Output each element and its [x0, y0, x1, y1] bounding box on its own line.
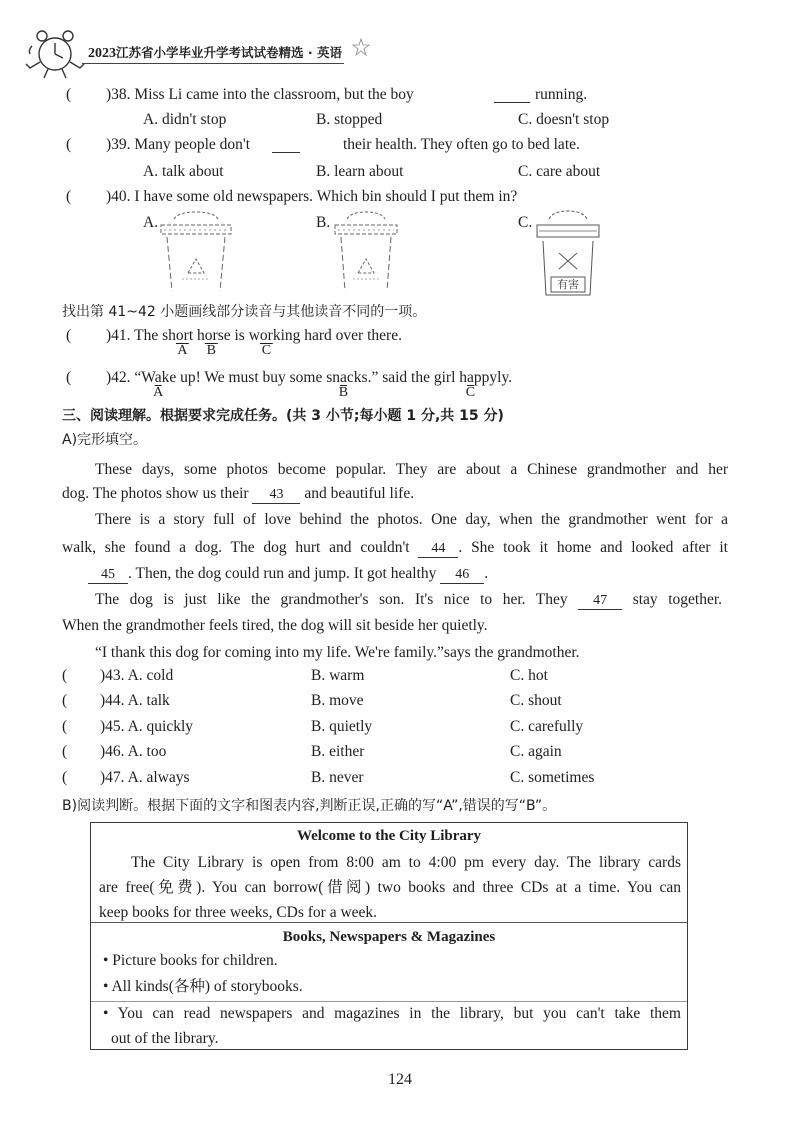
notice-text: The City Library is open from 8:00 am to 4:00 pm every day. The library cards — [131, 854, 681, 871]
q44-option-b: B. move — [311, 692, 364, 709]
q41-underlined-text: or — [175, 327, 189, 344]
passage-line — [62, 484, 414, 504]
q42-mark-b: B — [338, 385, 349, 400]
q43-paren: ( — [62, 667, 68, 684]
passage-line: When the grandmother feels tired, the dog will sit beside her quietly. — [62, 617, 488, 634]
q47-paren: ( — [62, 769, 68, 786]
recycle-bin-b-icon — [333, 207, 399, 295]
q42-underline-b — [338, 369, 349, 400]
passage-text: stay together. — [632, 591, 722, 608]
q41-stem — [106, 326, 402, 358]
logo-icon — [24, 24, 86, 82]
q46-option-b: B. either — [311, 743, 365, 760]
star-icon — [352, 38, 370, 56]
notice-line — [99, 878, 681, 898]
option-text: A. talk — [127, 692, 170, 709]
q42-mark-c: C — [465, 385, 476, 400]
q45-option-c: C. carefully — [510, 718, 584, 735]
q46-option-a — [100, 742, 166, 762]
q47-option-c: C. sometimes — [510, 769, 595, 786]
q39-text-after: their health. They often go to bed late. — [343, 136, 580, 153]
q41-underlined-text: or — [204, 327, 218, 344]
q42-underlined-text: a — [340, 369, 347, 386]
q41-paren: ( — [66, 327, 72, 344]
q40-text: I have some old newspapers. Which bin should I put them in? — [134, 188, 518, 205]
q38-option-a: A. didn't stop — [143, 111, 227, 128]
notice-divider — [91, 922, 687, 923]
passage-text: . Then, the dog could run and jump. It got healthy — [128, 565, 437, 582]
q42-part: ppyly. — [473, 369, 513, 386]
q41-number: )41. — [106, 327, 131, 344]
q38-blank — [494, 85, 530, 103]
q46-option-c: C. again — [510, 743, 562, 760]
q41-mark-c: C — [261, 343, 272, 358]
notice-divider — [91, 1001, 687, 1002]
passage-text: There is a story full of love behind the photos. One day, when the grandmother went for a — [95, 511, 728, 528]
q38-stem — [106, 85, 414, 105]
q41-underline-b — [204, 327, 218, 358]
q41-part: se is w — [217, 327, 260, 344]
q42-underlined-text: a — [467, 369, 474, 386]
passage-line — [95, 510, 728, 530]
q42-part: “W — [134, 369, 155, 386]
q39-option-a: A. talk about — [143, 163, 224, 180]
blank-44: 44 — [418, 540, 458, 558]
passage-text: and beautiful life. — [304, 485, 415, 502]
passage-line — [95, 460, 728, 480]
q39-text: Many people don't — [134, 136, 250, 153]
notice-bullet: • Picture books for children. — [103, 952, 278, 969]
passage-text: walk, she found a dog. The dog hurt and couldn't — [62, 539, 410, 556]
q38-text-after: running. — [535, 86, 588, 103]
q42-stem — [106, 368, 513, 400]
option-text: A. always — [127, 769, 190, 786]
q41-underline-a — [175, 327, 189, 358]
notice-text: are free(免费). You can borrow(借阅) two books and three CDs at a time. You can — [99, 879, 681, 896]
q40-paren: ( — [66, 188, 72, 205]
q39-option-b: B. learn about — [316, 163, 404, 180]
q46-paren: ( — [62, 743, 68, 760]
q39-stem — [106, 135, 250, 155]
q47-option-b: B. never — [311, 769, 364, 786]
q47-option-a — [100, 768, 190, 788]
header-title — [88, 43, 342, 64]
q44-option-a — [100, 691, 170, 711]
q40-stem — [106, 187, 517, 207]
blank-46: 46 — [440, 566, 484, 584]
q45-paren: ( — [62, 718, 68, 735]
passage-line — [88, 564, 488, 584]
header-year: 2023 — [88, 46, 116, 61]
passage-line — [95, 590, 722, 610]
passage-line — [62, 538, 728, 558]
q42-part: cks.” said the girl h — [346, 369, 468, 386]
q43-option-b: B. warm — [311, 667, 365, 684]
option-text: A. too — [127, 743, 167, 760]
header-rule — [82, 63, 344, 64]
option-text: A. quickly — [127, 718, 194, 735]
passage-text: The dog is just like the grandmother's son. It's nice to her. They — [95, 591, 568, 608]
passage-text: . — [484, 565, 489, 582]
q39-blank — [272, 135, 300, 153]
q45-option-a — [100, 717, 193, 737]
q40-option-b: B. — [316, 214, 331, 231]
header-subject: 江苏省小学毕业升学考试试卷精选 · 英语 — [116, 45, 342, 60]
q42-underline-c — [465, 369, 476, 400]
q39-option-c: C. care about — [518, 163, 601, 180]
q42-underline-a — [153, 369, 164, 400]
q42-number: )42. — [106, 369, 131, 386]
library-notice-box — [90, 822, 688, 1050]
q38-paren: ( — [66, 86, 72, 103]
q41-part: king hard over there. — [272, 327, 402, 344]
option-text: A. cold — [127, 667, 174, 684]
passage-line: “I thank this dog for coming into my life. We're family.”says the grandmother. — [95, 644, 580, 661]
part-b-title: B)阅读判断。根据下面的文字和图表内容,判断正误,正确的写“A”,错误的写“B”。 — [62, 798, 557, 814]
q45-number: )45. — [100, 718, 125, 735]
reading-section-title: 三、阅读理解。根据要求完成任务。(共 3 小节;每小题 1 分,共 15 分) — [62, 408, 504, 424]
notice-line — [131, 853, 681, 873]
q38-text: Miss Li came into the classroom, but the boy — [134, 86, 414, 103]
blank-45: 45 — [88, 566, 128, 584]
notice-bullet — [103, 1004, 681, 1024]
phonetics-instruction: 找出第 41~42 小题画线部分读音与其他读音不同的一项。 — [62, 304, 427, 320]
notice-title: Welcome to the City Library — [296, 828, 482, 844]
q43-option-a — [100, 666, 173, 686]
notice-bullet-continuation: out of the library. — [111, 1030, 219, 1047]
q39-paren: ( — [66, 136, 72, 153]
notice-line: keep books for three weeks, CDs for a week. — [99, 904, 378, 921]
q43-option-c: C. hot — [510, 667, 548, 684]
notice-subtitle: Books, Newspapers & Magazines — [282, 929, 496, 945]
q41-part: t h — [188, 327, 205, 344]
q45-option-b: B. quietly — [311, 718, 373, 735]
q44-paren: ( — [62, 692, 68, 709]
q42-part: ke up! We must buy some sn — [161, 369, 341, 386]
part-a-title: A)完形填空。 — [62, 432, 148, 448]
q40-option-c: C. — [518, 214, 533, 231]
passage-text: These days, some photos become popular. They are about a Chinese grandmother and her — [95, 461, 728, 478]
passage-text: . She took it home and looked after it — [458, 539, 728, 556]
q41-underlined-text: or — [259, 327, 273, 344]
q43-number: )43. — [100, 667, 125, 684]
q41-part: The sh — [134, 327, 176, 344]
q47-number: )47. — [100, 769, 125, 786]
notice-bullet: • All kinds(各种) of storybooks. — [103, 978, 303, 995]
blank-47: 47 — [578, 592, 622, 610]
passage-text: dog. The photos show us their — [62, 485, 249, 502]
q40-number: )40. — [106, 188, 131, 205]
q46-number: )46. — [100, 743, 125, 760]
q44-option-c: C. shout — [510, 692, 562, 709]
q38-option-b: B. stopped — [316, 111, 383, 128]
blank-43: 43 — [252, 486, 300, 504]
q39-number: )39. — [106, 136, 131, 153]
q41-underline-c — [259, 327, 273, 358]
hazardous-bin-label: 有害 — [557, 278, 579, 291]
q42-mark-a: A — [153, 385, 164, 400]
page-number: 124 — [388, 1071, 412, 1088]
q41-mark-b: B — [206, 343, 216, 358]
notice-text: • You can read newspapers and magazines in the library, but you can't take them — [103, 1005, 681, 1022]
q44-number: )44. — [100, 692, 125, 709]
q42-paren: ( — [66, 369, 72, 386]
q38-option-c: C. doesn't stop — [518, 111, 610, 128]
recycle-bin-a-icon — [158, 207, 234, 295]
q38-number: )38. — [106, 86, 131, 103]
q42-underlined-text: a — [154, 369, 162, 386]
q40-option-a: A. — [143, 214, 159, 231]
q41-mark-a: A — [177, 343, 188, 358]
